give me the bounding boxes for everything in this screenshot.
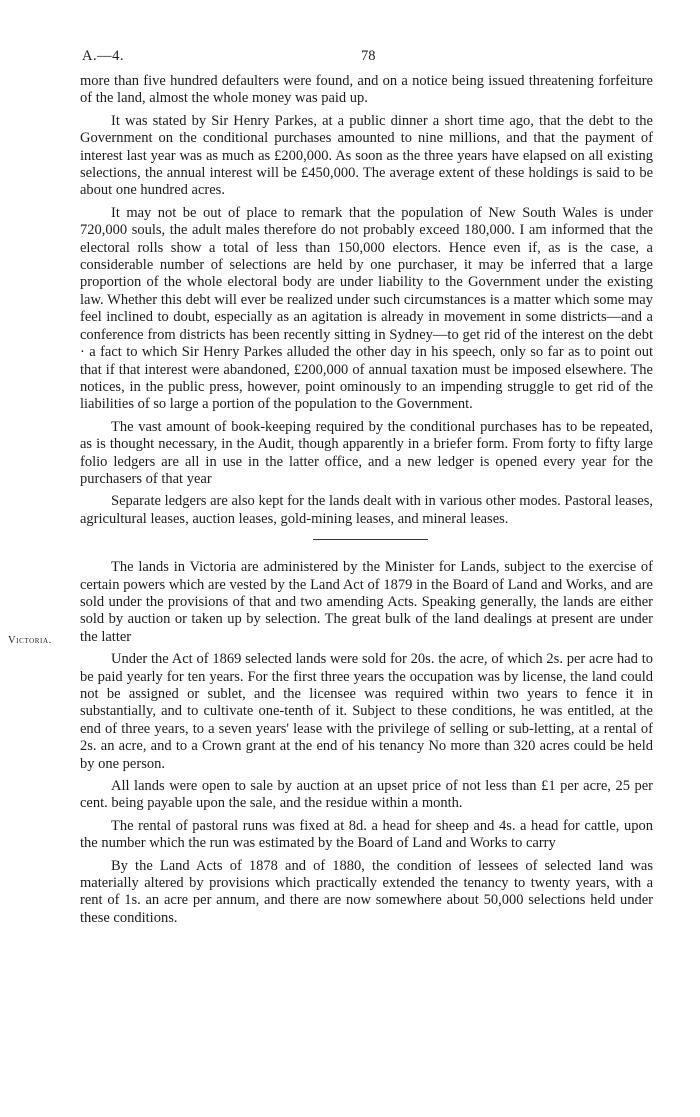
paragraph: It was stated by Sir Henry Parkes, at a public dinner a short time ago, that the debt to the Government on the conditional purchases amounted to nine millions, and that the payment of interest last year was as much as £200,000. As soon as the three years have elapsed on all existing selections, the annual interest will be £450,000. The average extent of these holdings is said to be about one hundred acres. bbox=[80, 112, 653, 199]
paragraph: more than five hundred defaulters were found, and on a notice being issued threatening forfeiture of the land, almost the whole money was paid up. bbox=[80, 73, 653, 107]
paragraph: All lands were open to sale by auction at an upset price of not less than £1 per acre, 25 per cent. being payable upon the sale, and the residue within a month. bbox=[80, 778, 653, 812]
paragraph: It may not be out of place to remark that the population of New South Wales is under 720,000 souls, the adult males therefore do not probably exceed 180,000. I am informed that the electoral rolls show a total of less than 150,000 electors. Hence even if, as is the case, a considerable number of selections are held by one purchaser, it may be inferred that a large proportion of the whole electoral body are under liability to the Government under the existing law. Whether this debt will ever be realized under such circumstances is a matter which some may feel inclined to doubt, especially as an agitation is already in movement in some districts—and a conference from districts has been recently sitting in Sydney—to get rid of the interest on the debt · a fact to which Sir Henry Parkes alluded the other day in his speech, only so far as to point out that if that interest were abandoned, £200,000 of annual taxation must be imposed elsewhere. The notices, in the public press, however, point ominously to an impending struggle to get rid of the liabilities of so large a portion of the population to the Government. bbox=[80, 204, 653, 413]
document-reference: A.—4. bbox=[82, 48, 124, 64]
paragraph: Separate ledgers are also kept for the lands dealt with in various other modes. Pastoral leases, agricultural leases, auction leases, gold-mining leases, and mineral leases. bbox=[80, 493, 653, 527]
section-divider bbox=[313, 539, 428, 540]
paragraph: Under the Act of 1869 selected lands were sold for 20s. the acre, of which 2s. per acre had to be paid yearly for ten years. For the first three years the occupation was by license, the land could not be assigned or sublet, and the licensee was required within two years to fence it in substantially, and to cultivate one-tenth of it. Subject to these conditions, he was entitled, at the end of three years, to a seven years' lease with the privilege of selling or sub-letting, at a rental of 2s. an acre, and to a Crown grant at the end of his tenancy No more than 320 acres could be held by one person. bbox=[80, 651, 653, 772]
paragraph: The vast amount of book-keeping required by the conditional purchases has to be repeated, as is thought necessary, in the Audit, though apparently in a briefer form. From forty to fifty large folio ledgers are all in use in the latter office, and a new ledger is opened every year for the purchasers of that year bbox=[80, 418, 653, 487]
page-header bbox=[82, 48, 652, 68]
margin-note-victoria: Victoria. bbox=[8, 635, 52, 646]
paragraph: The rental of pastoral runs was fixed at 8d. a head for sheep and 4s. a head for cattle, upon the number which the run was estimated by the Board of Land and Works to carry bbox=[80, 817, 653, 852]
page-number: 78 bbox=[361, 48, 376, 64]
paragraph: By the Land Acts of 1878 and of 1880, the condition of lessees of selected land was materially altered by provisions which practically extended the tenancy to twenty years, with a rent of 1s. an acre per annum, and there are now somewhere about 50,000 selections held under these conditions. bbox=[80, 857, 653, 926]
paragraph: The lands in Victoria are administered by the Minister for Lands, subject to the exercise of certain powers which are vested by the Land Act of 1879 in the Board of Land and Works, and are sold under the provisions of that and two amending Acts. Speaking generally, the lands are either sold by auction or taken up by selection. The great bulk of the land dealings at present are under the latter bbox=[80, 559, 653, 645]
body-text bbox=[80, 73, 653, 932]
